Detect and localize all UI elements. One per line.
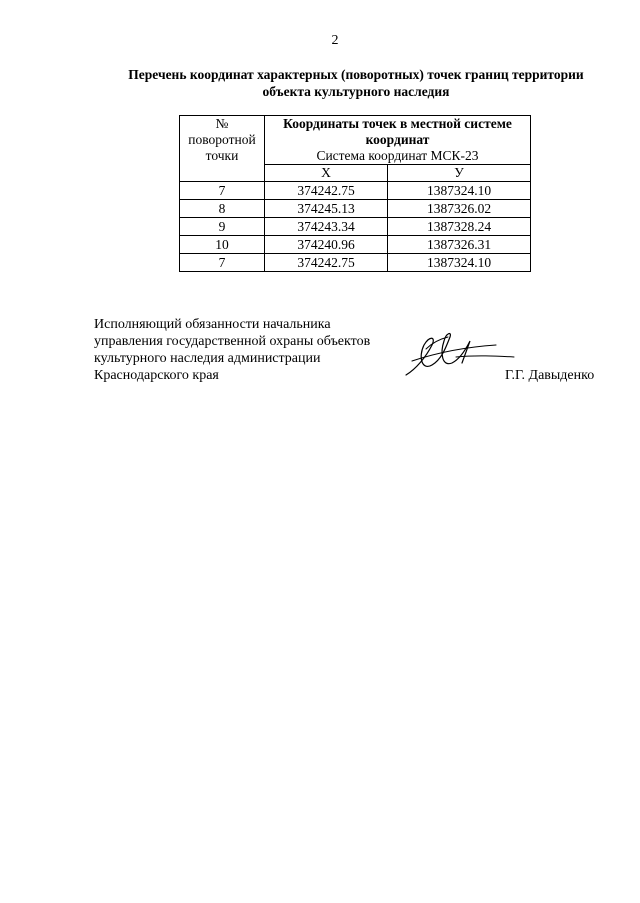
table-row xyxy=(180,182,531,200)
signer-name: Г.Г. Давыденко xyxy=(505,368,595,383)
header-coords-line-1: Координаты точек в местной системе xyxy=(283,116,512,131)
cell-point: 9 xyxy=(180,218,265,236)
cell-point: 8 xyxy=(180,200,265,218)
document-title xyxy=(96,66,616,100)
signatory-position xyxy=(94,316,394,384)
title-line-2: объекта культурного наследия xyxy=(262,84,450,99)
cell-x: 374242.75 xyxy=(265,254,388,272)
cell-y: 1387324.10 xyxy=(388,254,531,272)
title-line-1: Перечень координат характерных (поворотных) точек границ территории xyxy=(128,67,584,82)
cell-y: 1387326.02 xyxy=(388,200,531,218)
header-num-line-1: № xyxy=(215,116,229,131)
cell-point: 10 xyxy=(180,236,265,254)
header-y: У xyxy=(388,165,531,182)
cell-point: 7 xyxy=(180,182,265,200)
cell-y: 1387326.31 xyxy=(388,236,531,254)
cell-x: 374240.96 xyxy=(265,236,388,254)
cell-point: 7 xyxy=(180,254,265,272)
cell-x: 374245.13 xyxy=(265,200,388,218)
cell-y: 1387324.10 xyxy=(388,182,531,200)
signatory-line-1: Исполняющий обязанности начальника xyxy=(94,317,331,332)
header-coordinates xyxy=(265,116,531,165)
header-num-line-2: поворотной xyxy=(188,132,256,147)
table-row xyxy=(180,218,531,236)
handwritten-signature xyxy=(396,323,516,383)
header-x: Х xyxy=(265,165,388,182)
signatory-line-3: культурного наследия администрации xyxy=(94,351,321,366)
header-point-number xyxy=(180,116,265,182)
page-number: 2 xyxy=(331,33,339,48)
cell-x: 374243.34 xyxy=(265,218,388,236)
table-row xyxy=(180,200,531,218)
cell-y: 1387328.24 xyxy=(388,218,531,236)
cell-x: 374242.75 xyxy=(265,182,388,200)
signatory-line-4: Краснодарского края xyxy=(94,368,219,383)
table-row xyxy=(180,236,531,254)
header-coords-line-2: координат xyxy=(365,132,430,147)
coordinate-system: Система координат МСК-23 xyxy=(316,148,479,163)
header-num-line-3: точки xyxy=(205,148,239,163)
coordinates-table xyxy=(179,115,531,272)
signatory-line-2: управления государственной охраны объектов xyxy=(94,334,371,349)
table-row xyxy=(180,254,531,272)
